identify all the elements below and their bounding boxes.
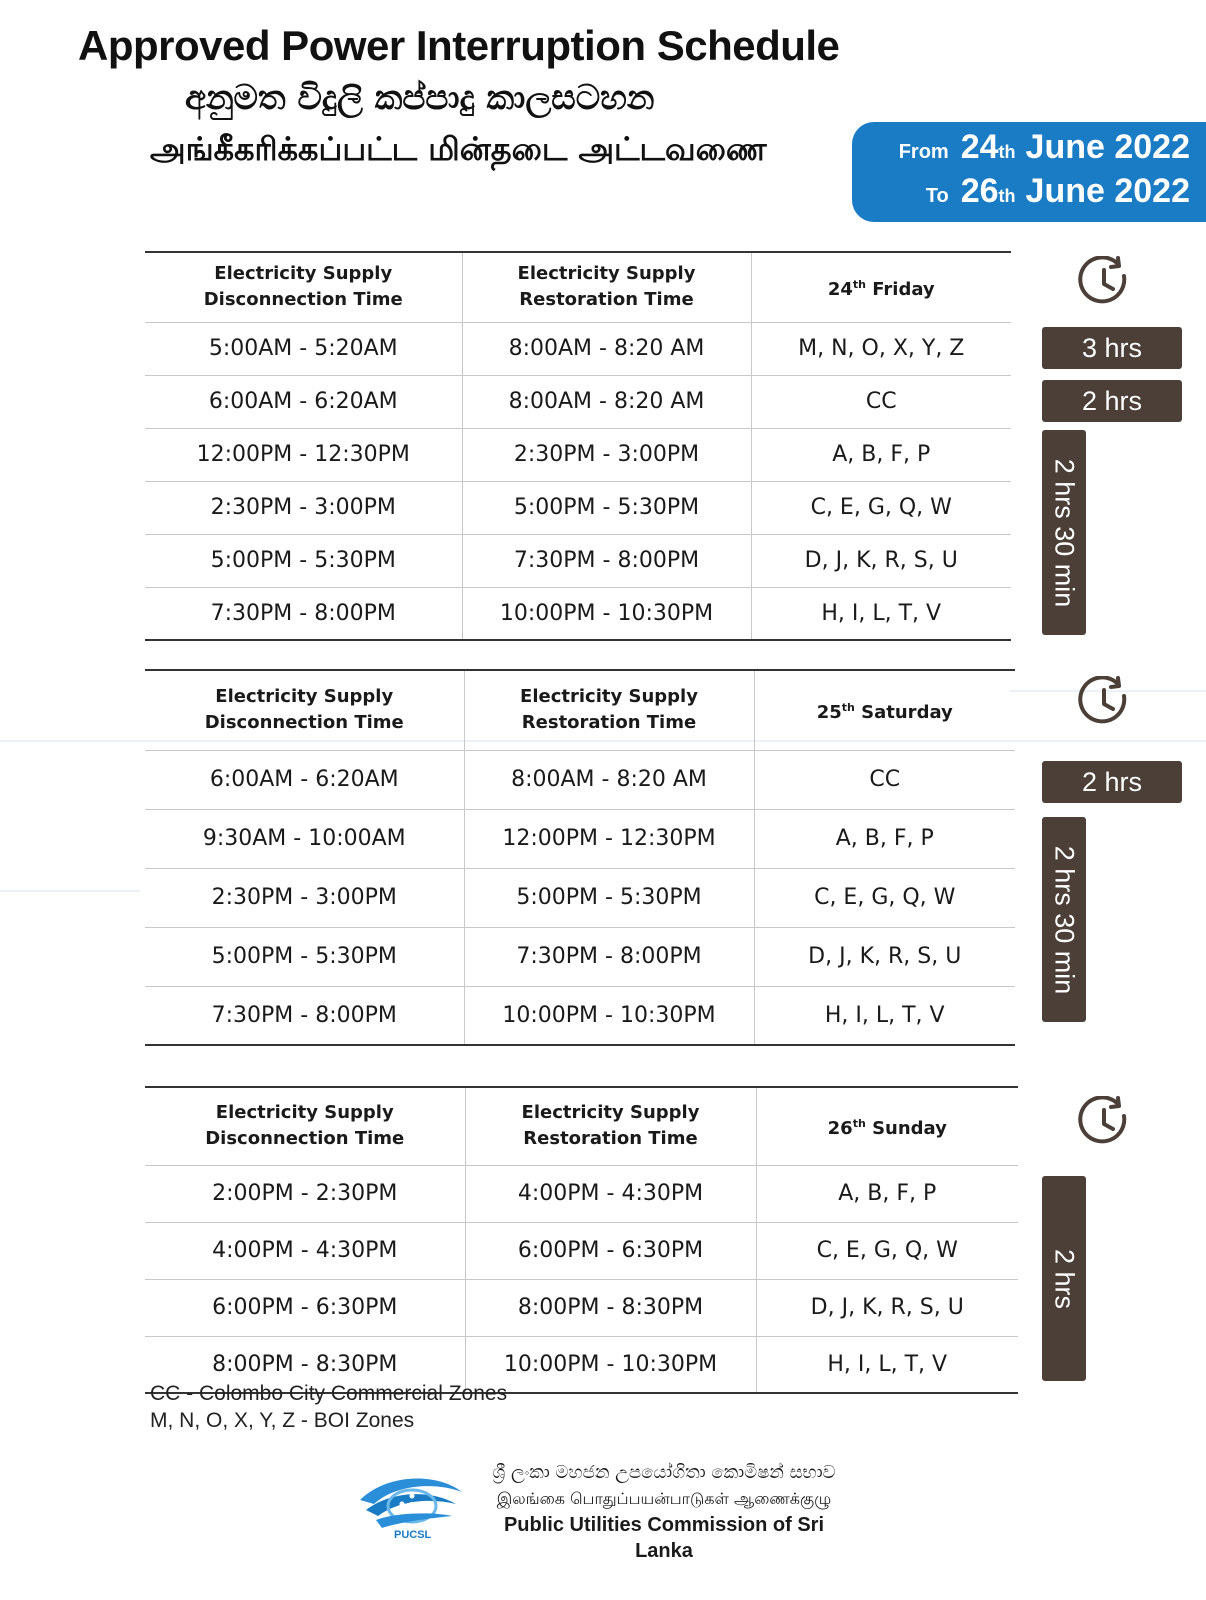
schedule-table-sunday [145,1086,1018,1394]
zones-cell: A, B, F, P [751,428,1011,481]
page-title-sinhala: අනුමත විදුලි කප්පාදු කාලසටහන [185,78,655,118]
day-header: 25th Saturday [754,670,1015,750]
restore-cell: 5:00PM - 5:30PM [464,868,754,927]
restoration-time-header: Electricity Supply Restoration Time [465,1087,756,1165]
restore-cell: 7:30PM - 8:00PM [464,927,754,986]
page-title: Approved Power Interruption Schedule [78,22,840,69]
to-day: 26 [960,172,999,210]
disconnect-cell: 4:00PM - 4:30PM [145,1222,465,1279]
to-day-suffix: th [998,186,1016,206]
disconnect-cell: 6:00AM - 6:20AM [145,375,462,428]
disconnection-time-header: Electricity Supply Disconnection Time [145,670,464,750]
page-title-tamil: அங்கீகரிக்கப்பட்ட மின்தடை அட்டவணை [150,130,767,168]
clock-icon [1078,1096,1130,1148]
restore-cell: 8:00PM - 8:30PM [465,1279,756,1336]
disconnect-cell: 6:00PM - 6:30PM [145,1279,465,1336]
pucsl-logo [356,1470,466,1540]
restore-cell: 2:30PM - 3:00PM [462,428,751,481]
restore-cell: 8:00AM - 8:20 AM [462,375,751,428]
duration-badge: 3 hrs [1042,327,1182,369]
disconnection-time-header: Electricity Supply Disconnection Time [145,1087,465,1165]
duration-badge-vertical: 2 hrs 30 min [1042,817,1086,1022]
to-month-year: June 2022 [1025,172,1190,210]
zones-cell: D, J, K, R, S, U [751,534,1011,587]
disconnect-cell: 5:00AM - 5:20AM [145,322,462,375]
zones-cell: C, E, G, Q, W [754,868,1015,927]
table-row [145,1165,1018,1222]
from-day-suffix: th [998,142,1016,162]
background-decoration [0,890,140,892]
zones-cell: H, I, L, T, V [754,986,1015,1045]
restore-cell: 10:00PM - 10:30PM [465,1336,756,1393]
table-row [145,809,1015,868]
org-name-tamil: இலங்கை பொதுப்பயன்பாடுகள் ஆணைக்குழு [496,1489,832,1508]
disconnect-cell: 2:00PM - 2:30PM [145,1165,465,1222]
disconnect-cell: 6:00AM - 6:20AM [145,750,464,809]
schedule-table-friday [145,251,1011,641]
zones-cell: CC [754,750,1015,809]
zones-cell: H, I, L, T, V [751,587,1011,640]
table-row [145,534,1011,587]
table-row [145,322,1011,375]
restore-cell: 10:00PM - 10:30PM [462,587,751,640]
zones-cell: C, E, G, Q, W [756,1222,1018,1279]
clock-icon [1078,676,1130,728]
restore-cell: 10:00PM - 10:30PM [464,986,754,1045]
zones-cell: C, E, G, Q, W [751,481,1011,534]
table-row [145,428,1011,481]
table-row [145,375,1011,428]
disconnect-cell: 2:30PM - 3:00PM [145,868,464,927]
table-row [145,481,1011,534]
zones-cell: A, B, F, P [756,1165,1018,1222]
duration-badge: 2 hrs [1042,380,1182,422]
restoration-time-header: Electricity Supply Restoration Time [464,670,754,750]
restore-cell: 5:00PM - 5:30PM [462,481,751,534]
zones-cell: D, J, K, R, S, U [756,1279,1018,1336]
table-row [145,927,1015,986]
date-to [926,172,1190,211]
zones-cell: A, B, F, P [754,809,1015,868]
disconnect-cell: 8:00PM - 8:30PM [145,1336,465,1393]
restore-cell: 6:00PM - 6:30PM [465,1222,756,1279]
restore-cell: 8:00AM - 8:20 AM [462,322,751,375]
disconnect-cell: 12:00PM - 12:30PM [145,428,462,481]
duration-badge: 2 hrs [1042,761,1182,803]
from-day: 24 [960,128,999,166]
disconnect-cell: 9:30AM - 10:00AM [145,809,464,868]
disconnect-cell: 2:30PM - 3:00PM [145,481,462,534]
schedule-table-saturday [145,669,1015,1046]
restoration-time-header: Electricity Supply Restoration Time [462,252,751,322]
zones-cell: H, I, L, T, V [756,1336,1018,1393]
legend [150,1380,507,1434]
table-row [145,986,1015,1045]
disconnect-cell: 5:00PM - 5:30PM [145,927,464,986]
restore-cell: 7:30PM - 8:00PM [462,534,751,587]
disconnection-time-header: Electricity Supply Disconnection Time [145,252,462,322]
table-row [145,750,1015,809]
org-name-english: Public Utilities Commission of Sri Lanka [503,1514,825,1562]
logo-text: PUCSL [394,1529,432,1540]
restore-cell: 12:00PM - 12:30PM [464,809,754,868]
table-header-row [145,252,1011,322]
organization-name [474,1460,854,1564]
date-from [899,128,1190,167]
from-label: From [898,141,949,163]
clock-icon [1078,256,1130,308]
table-header-row [145,670,1015,750]
to-label: To [925,185,949,207]
disconnect-cell: 7:30PM - 8:00PM [145,587,462,640]
disconnect-cell: 5:00PM - 5:30PM [145,534,462,587]
duration-badge-vertical: 2 hrs 30 min [1042,430,1086,635]
day-header: 24th Friday [751,252,1011,322]
restore-cell: 8:00AM - 8:20 AM [464,750,754,809]
from-month-year: June 2022 [1025,128,1190,166]
table-row [145,868,1015,927]
table-row [145,1279,1018,1336]
date-range-badge [852,122,1206,222]
day-header: 26th Sunday [756,1087,1018,1165]
legend-boi: M, N, O, X, Y, Z - BOI Zones [150,1409,415,1432]
zones-cell: M, N, O, X, Y, Z [751,322,1011,375]
zones-cell: D, J, K, R, S, U [754,927,1015,986]
table-row [145,587,1011,640]
disconnect-cell: 7:30PM - 8:00PM [145,986,464,1045]
table-row [145,1222,1018,1279]
duration-badge-vertical: 2 hrs [1042,1176,1086,1381]
org-name-sinhala: ශ්‍රී ලංකා මහජන උපයෝගිතා කොමිෂන් සභාව [492,1462,836,1483]
zones-cell: CC [751,375,1011,428]
legend-cc: CC - Colombo City Commercial Zones [150,1382,508,1405]
table-header-row [145,1087,1018,1165]
restore-cell: 4:00PM - 4:30PM [465,1165,756,1222]
